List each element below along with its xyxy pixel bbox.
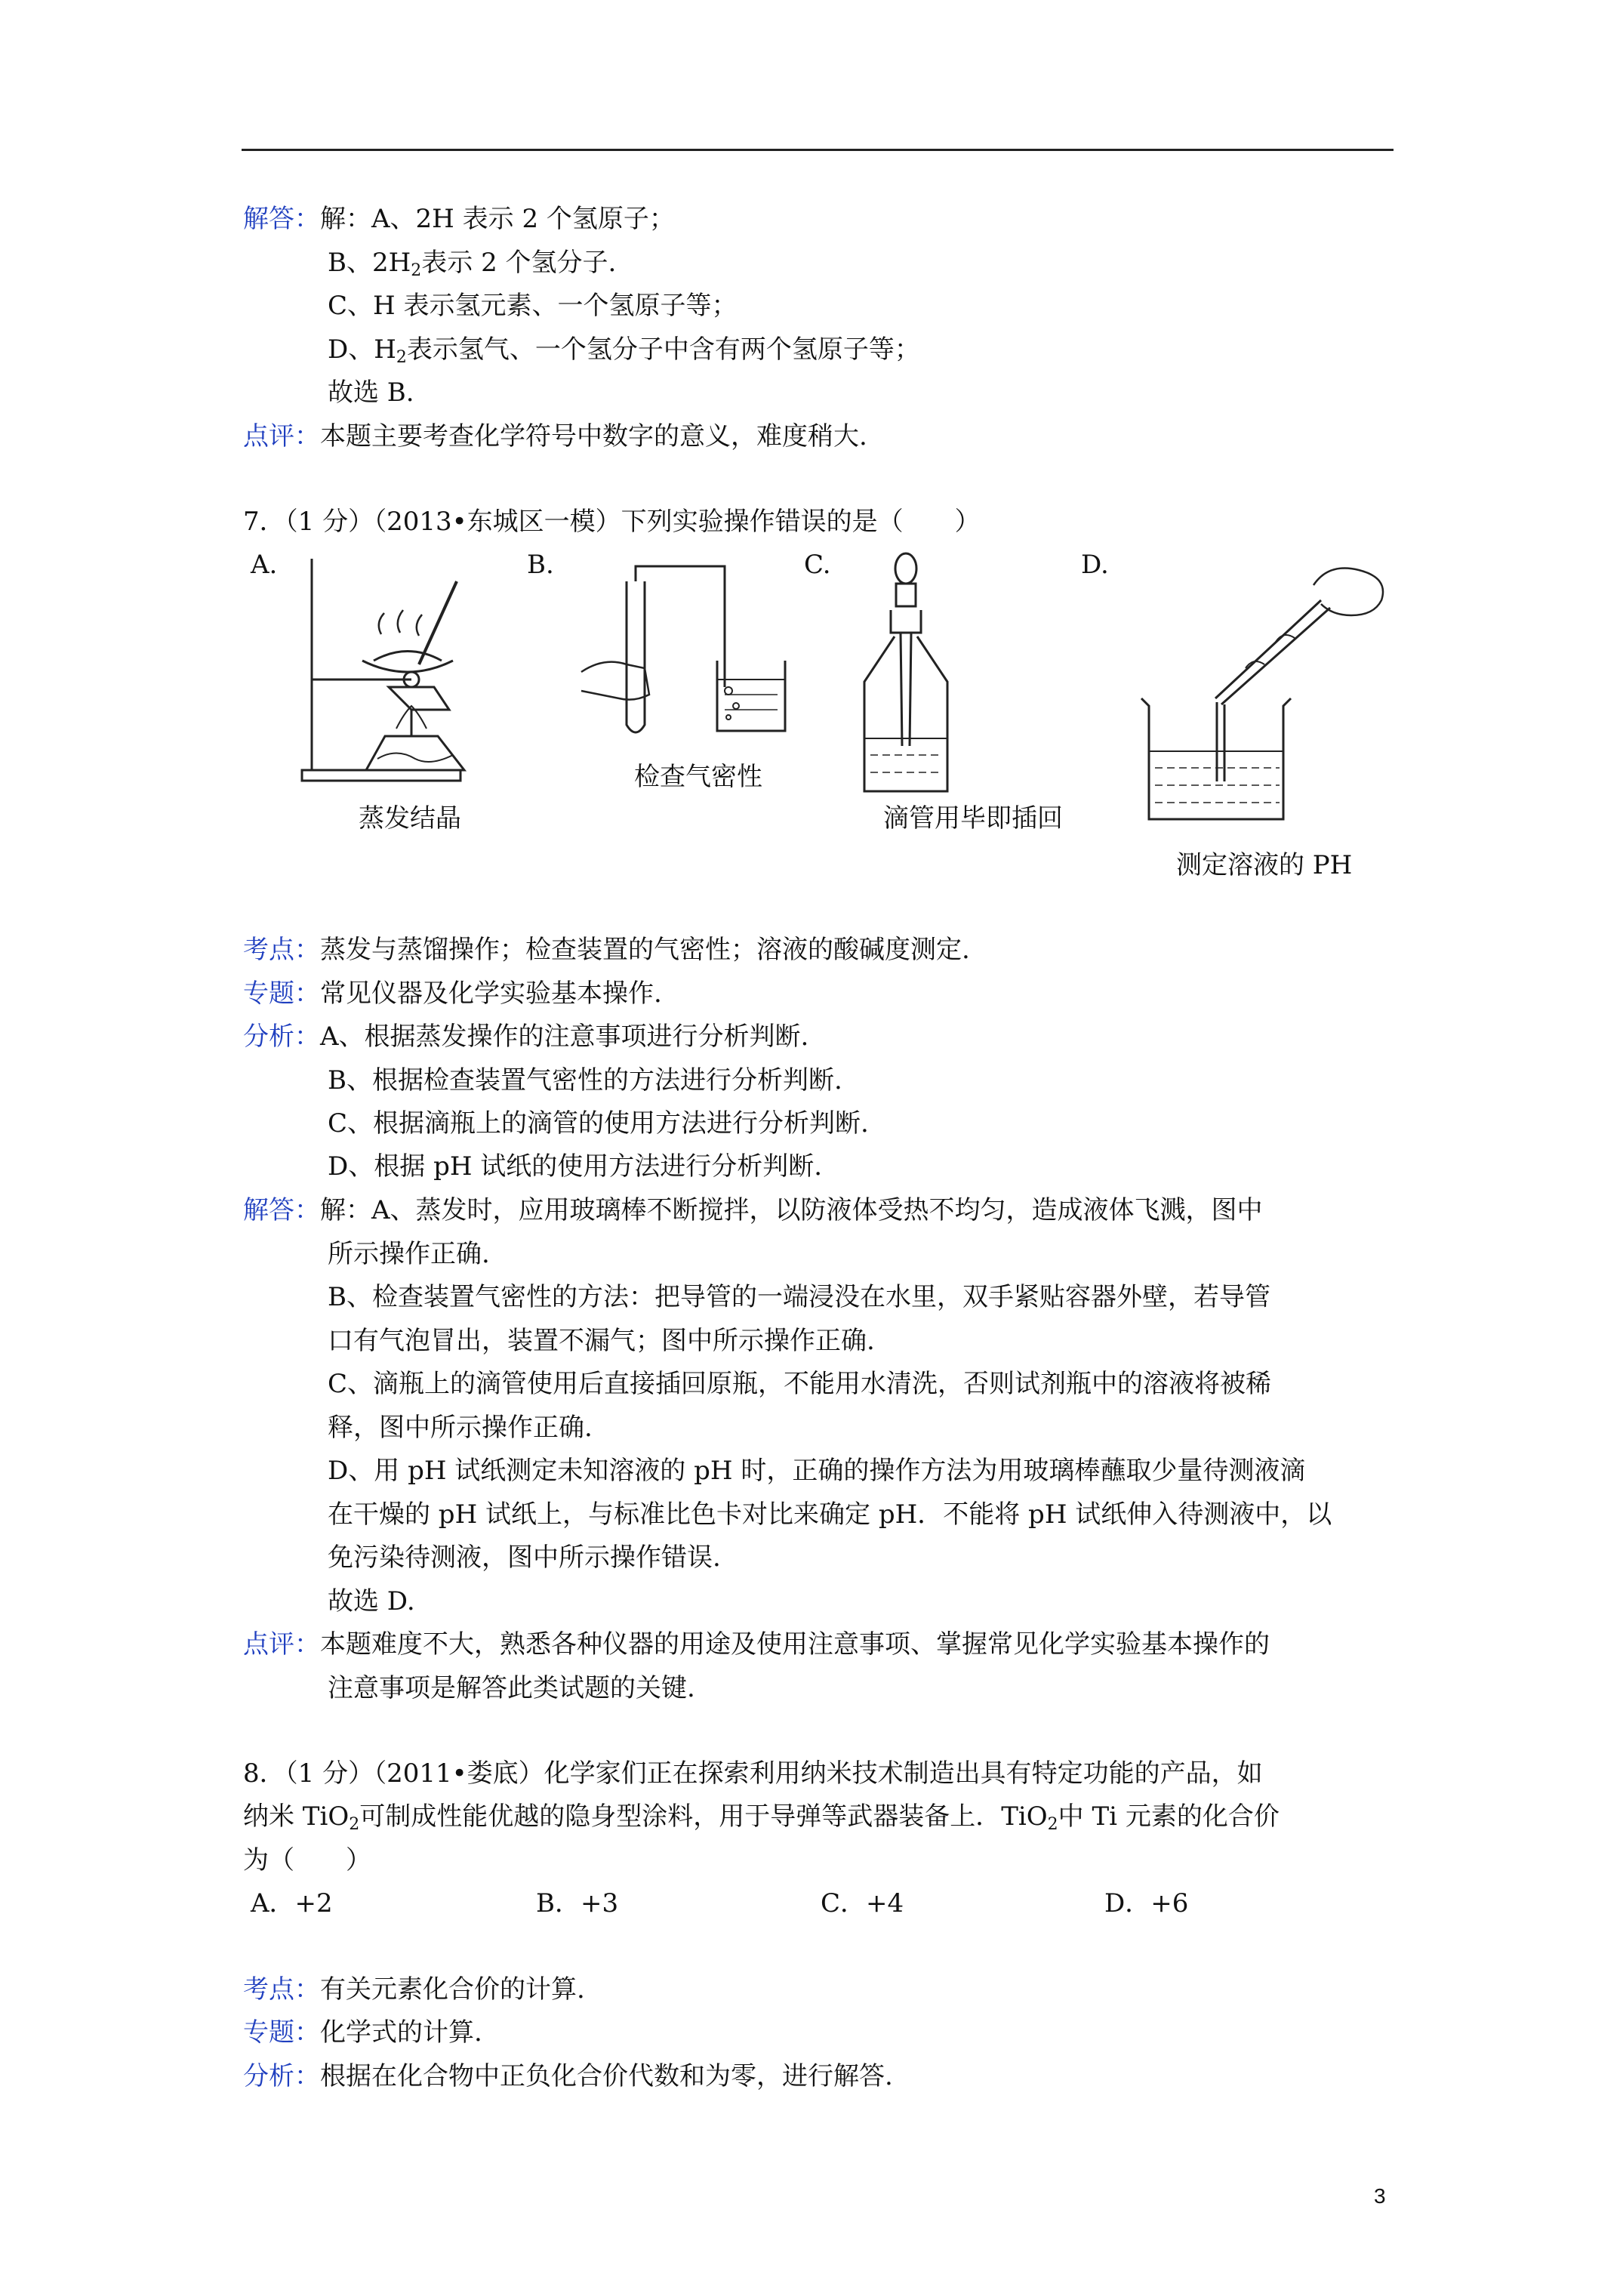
q6-answer-b: B、$2H_2$表示 2 个氢分子.	[328, 248, 617, 280]
q7-option-b: B.	[527, 550, 554, 580]
q8-point: 考点：有关元素化合价的计算.	[243, 1974, 585, 2005]
q7-topic: 专题：常见仪器及化学实验基本操作.	[243, 978, 662, 1009]
q7-option-d: D.	[1081, 550, 1109, 580]
q7-answer-line-7: D、用 pH 试纸测定未知溶液的 pH 时，正确的操作方法为用玻璃棒蘸取少量待测液滴	[328, 1456, 1306, 1486]
q6-answer-d: D、$H_2$表示氢气、一个氢分子中含有两个氢原子等；	[328, 334, 920, 367]
header-rule	[242, 149, 1394, 151]
answer-label: 解答：	[243, 204, 320, 234]
q7-stem: 7．（1 分）（2013•东城区一模）下列实验操作错误的是（ ）	[243, 507, 981, 537]
q6-answer-c: C、H 表示氢元素、一个氢原子等；	[328, 291, 738, 321]
caption-evaporation: 蒸发结晶	[359, 803, 461, 834]
q7-answer-line-2: 所示操作正确.	[328, 1239, 490, 1269]
q6-choice: 故选 B.	[328, 378, 414, 408]
q8-option-a: A．+2	[251, 1888, 333, 1918]
q7-comment-line-1: 点评：本题难度不大，熟悉各种仪器的用途及使用注意事项、掌握常见化学实验基本操作的	[243, 1629, 1270, 1660]
q7-analysis-b: B、根据检查装置气密性的方法进行分析判断.	[328, 1065, 842, 1096]
q7-answer-line-9: 免污染待测液，图中所示操作错误.	[328, 1542, 721, 1573]
q7-answer-choice: 故选 D.	[328, 1586, 415, 1616]
caption-airtightness: 检查气密性	[634, 762, 762, 792]
q8-stem-line-3: 为（ ）	[243, 1845, 371, 1875]
q7-answer-line-4: 口有气泡冒出，装置不漏气；图中所示操作正确.	[328, 1326, 875, 1356]
q7-answer-line-1: 解答：解：A、蒸发时，应用玻璃棒不断搅拌，以防液体受热不均匀，造成液体飞溅，图中	[243, 1195, 1263, 1225]
q7-point: 考点：蒸发与蒸馏操作；检查装置的气密性；溶液的酸碱度测定.	[243, 935, 970, 965]
figure-evaporation	[298, 551, 472, 785]
q8-stem-line-1: 8．（1 分）（2011•娄底）化学家们正在探索利用纳米技术制造出具有特定功能的产品，如	[243, 1758, 1263, 1789]
q7-answer-line-5: C、滴瓶上的滴管使用后直接插回原瓶，不能用水清洗，否则试剂瓶中的溶液将被稀	[328, 1369, 1272, 1399]
q7-answer-line-8: 在干燥的 pH 试纸上，与标准比色卡对比来确定 pH．不能将 pH 试纸伸入待测液中，以	[328, 1499, 1332, 1530]
q7-answer-line-6: 释，图中所示操作正确.	[328, 1413, 593, 1443]
q7-option-a: A.	[251, 550, 278, 580]
caption-ph-measurement: 测定溶液的 PH	[1176, 850, 1353, 880]
q8-option-c: C．+4	[821, 1888, 904, 1918]
q8-topic: 专题：化学式的计算.	[243, 2017, 482, 2048]
caption-dropper-bottle: 滴管用毕即插回	[883, 803, 1063, 834]
q6-answer-line-1: 解答：解：A、2H 表示 2 个氢原子；	[243, 204, 675, 234]
page-number: 3	[1374, 2184, 1386, 2208]
q8-stem-line-2: 纳米 TiO$_2$可制成性能优越的隐身型涂料，用于导弹等武器装备上．TiO$_2$中 Ti 元素的化合价	[243, 1801, 1280, 1834]
q8-analysis: 分析：根据在化合物中正负化合价代数和为零，进行解答.	[243, 2061, 893, 2091]
q7-option-c: C.	[804, 550, 831, 580]
q7-comment-line-2: 注意事项是解答此类试题的关键.	[328, 1673, 695, 1703]
q8-option-b: B．+3	[536, 1888, 619, 1918]
figure-ph-measurement	[1132, 555, 1412, 842]
figure-airtightness	[574, 559, 793, 740]
q8-option-d: D．+6	[1104, 1888, 1189, 1918]
q7-analysis-c: C、根据滴瓶上的滴管的使用方法进行分析判断.	[328, 1108, 869, 1139]
figure-dropper-bottle	[857, 550, 955, 799]
q6-comment: 点评：本题主要考查化学符号中数字的意义，难度稍大.	[243, 421, 867, 451]
q7-analysis-a: 分析：A、根据蒸发操作的注意事项进行分析判断.	[243, 1022, 809, 1052]
q7-analysis-d: D、根据 pH 试纸的使用方法进行分析判断.	[328, 1151, 823, 1182]
q7-answer-line-3: B、检查装置气密性的方法：把导管的一端浸没在水里，双手紧贴容器外壁，若导管	[328, 1282, 1270, 1312]
